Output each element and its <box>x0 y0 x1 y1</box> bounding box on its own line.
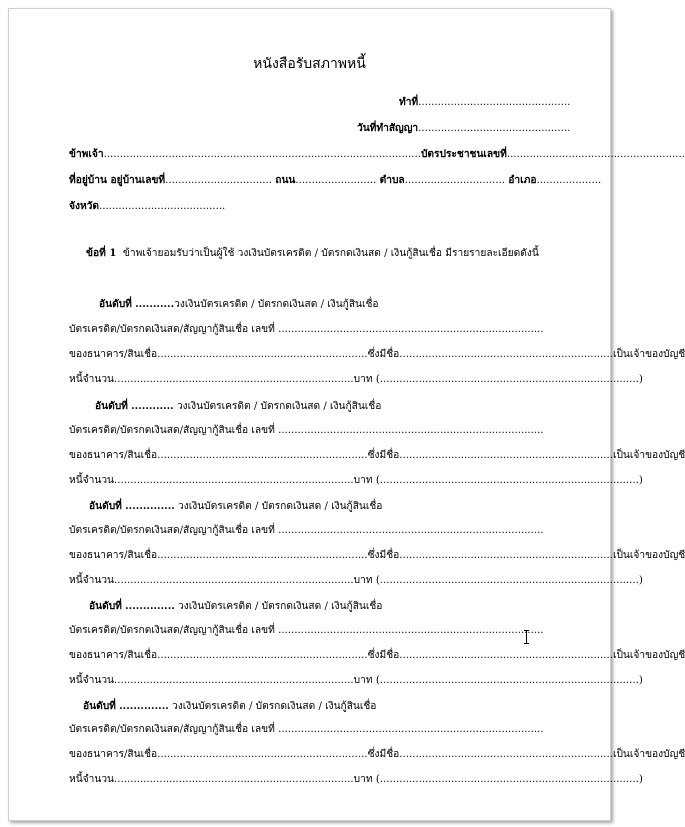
document-page[interactable] <box>8 8 685 821</box>
baht-label: บาท <box>353 774 373 785</box>
creditor-field[interactable]: .................................................................................................. <box>103 149 421 160</box>
card-label: บัตรเครดิต/บัตรกดเงินสด/สัญญากู้สินเชื่อ เลขที่ <box>69 425 275 436</box>
amount-field[interactable]: .......................................................................... <box>114 675 354 686</box>
name-field[interactable]: .................................................................. <box>399 650 613 661</box>
baht-label: บาท <box>353 675 373 686</box>
place-label: ทำที่ <box>399 96 419 108</box>
card-field[interactable]: .................................................................................. <box>278 324 544 335</box>
amount-words-field[interactable]: (................................................................................) <box>375 575 643 586</box>
bank-label: ของธนาคาร/สินเชื่อ <box>69 349 158 360</box>
district-field[interactable]: .................... <box>536 175 602 186</box>
owner-label: เป็นเจ้าของบัญชี <box>612 349 685 360</box>
debt-type-text: วงเงินบัตรเครดิต / บัตรกดเงินสด / เงินกู้สินเชื่อ <box>176 401 382 412</box>
bank-field[interactable]: ................................................................. <box>157 349 368 360</box>
order-label: อันดับที่ <box>99 298 132 310</box>
entry-3-bank-row <box>69 549 685 563</box>
name-label: ซึ่งมีชื่อ <box>367 349 400 360</box>
entry-2-card-row <box>69 424 544 438</box>
order-field[interactable]: ........... <box>135 298 175 310</box>
subdistrict-field[interactable]: ............................... <box>404 175 506 186</box>
owner-label: เป็นเจ้าของบัญชี <box>612 550 685 561</box>
clause-1 <box>86 246 539 261</box>
card-field[interactable]: .................................................................................. <box>278 425 544 436</box>
village-label: ที่อยู่บ้าน อยู่บ้านเลขที่ <box>69 174 166 186</box>
province-field[interactable]: ....................................... <box>99 201 226 212</box>
baht-label: บาท <box>353 575 373 586</box>
entry-2-order-row <box>95 399 381 414</box>
bank-field[interactable]: ................................................................. <box>157 650 368 661</box>
name-field[interactable]: .................................................................. <box>399 749 613 760</box>
amount-field[interactable]: .......................................................................... <box>114 774 354 785</box>
amount-label: หนี้จำนวน <box>69 774 115 785</box>
order-field[interactable]: .............. <box>119 700 169 712</box>
baht-label: บาท <box>353 475 373 486</box>
bank-label: ของธนาคาร/สินเชื่อ <box>69 550 158 561</box>
entry-4-bank-row <box>69 649 685 663</box>
card-label: บัตรเครดิต/บัตรกดเงินสด/สัญญากู้สินเชื่อ เลขที่ <box>69 324 275 335</box>
entry-3-amount-row <box>69 574 643 588</box>
road-field[interactable]: ......................... <box>295 175 377 186</box>
card-field[interactable]: .................................................................................. <box>278 625 544 636</box>
creditor-label: ข้าพเจ้า <box>69 148 104 160</box>
date-label: วันที่ทำสัญญา <box>357 122 419 134</box>
entry-1-bank-row <box>69 348 685 362</box>
clause-1-text: ข้าพเจ้ายอมรับว่าเป็นผู้ใช้ วงเงินบัตรเครดิต / บัตรกดเงินสด / เงินกู้สินเชื่อ มีรายรายละเอียดดังนี้ <box>122 248 539 259</box>
entry-3-order-row <box>89 499 382 514</box>
entry-5-bank-row <box>69 748 685 762</box>
order-label: อันดับที่ <box>95 400 128 412</box>
name-label: ซึ่งมีชื่อ <box>367 450 400 461</box>
subdistrict-label: ตำบล <box>379 174 405 186</box>
amount-words-field[interactable]: (................................................................................) <box>375 475 643 486</box>
card-label: บัตรเครดิต/บัตรกดเงินสด/สัญญากู้สินเชื่อ เลขที่ <box>69 625 275 636</box>
date-row <box>357 121 570 136</box>
amount-label: หนี้จำนวน <box>69 374 115 385</box>
order-label: อันดับที่ <box>89 600 122 612</box>
name-field[interactable]: .................................................................. <box>399 349 613 360</box>
name-label: ซึ่งมีชื่อ <box>367 550 400 561</box>
amount-label: หนี้จำนวน <box>69 675 115 686</box>
district-label: อำเภอ <box>508 174 537 186</box>
bank-label: ของธนาคาร/สินเชื่อ <box>69 650 158 661</box>
baht-label: บาท <box>353 374 373 385</box>
date-field[interactable]: ............................................... <box>418 123 571 134</box>
order-label: อันดับที่ <box>83 700 116 712</box>
name-label: ซึ่งมีชื่อ <box>367 650 400 661</box>
bank-field[interactable]: ................................................................. <box>157 550 368 561</box>
entry-5-order-row <box>83 699 376 714</box>
owner-label: เป็นเจ้าของบัญชี <box>612 749 685 760</box>
bank-label: ของธนาคาร/สินเชื่อ <box>69 450 158 461</box>
amount-words-field[interactable]: (................................................................................) <box>375 675 643 686</box>
amount-words-field[interactable]: (................................................................................) <box>375 774 643 785</box>
creditor-row <box>69 147 685 162</box>
place-field[interactable]: ............................................... <box>418 97 571 108</box>
place-row <box>399 95 570 110</box>
entry-4-order-row <box>89 599 382 614</box>
entry-1-amount-row <box>69 373 643 387</box>
debt-type-text: วงเงินบัตรเครดิต / บัตรกดเงินสด / เงินกู้สินเชื่อ <box>174 299 379 310</box>
entry-5-card-row <box>69 723 544 737</box>
province-label: จังหวัด <box>69 200 99 212</box>
owner-label: เป็นเจ้าของบัญชี <box>612 650 685 661</box>
amount-label: หนี้จำนวน <box>69 475 115 486</box>
document-title: หนังสือรับสภาพหนี้ <box>253 56 366 72</box>
province-row <box>69 199 225 214</box>
owner-label: เป็นเจ้าของบัญชี <box>612 450 685 461</box>
entry-5-amount-row <box>69 773 643 787</box>
text-cursor-icon <box>523 630 530 644</box>
amount-field[interactable]: .......................................................................... <box>114 475 354 486</box>
card-field[interactable]: .................................................................................. <box>278 724 544 735</box>
bank-label: ของธนาคาร/สินเชื่อ <box>69 749 158 760</box>
card-label: บัตรเครดิต/บัตรกดเงินสด/สัญญากู้สินเชื่อ เลขที่ <box>69 525 275 536</box>
entry-2-bank-row <box>69 449 685 463</box>
clause-1-label: ข้อที่ 1 <box>86 247 117 259</box>
entry-1-order-row <box>99 297 379 312</box>
village-field[interactable]: ................................. <box>165 175 273 186</box>
amount-field[interactable]: .......................................................................... <box>114 374 354 385</box>
bank-field[interactable]: ................................................................. <box>157 749 368 760</box>
debt-type-text: วงเงินบัตรเครดิต / บัตรกดเงินสด / เงินกู้สินเชื่อ <box>172 701 377 712</box>
amount-field[interactable]: .......................................................................... <box>114 575 354 586</box>
order-field[interactable]: .............. <box>125 500 175 512</box>
amount-label: หนี้จำนวน <box>69 575 115 586</box>
entry-3-card-row <box>69 524 544 538</box>
road-label: ถนน <box>275 174 296 186</box>
name-field[interactable]: .................................................................. <box>399 450 613 461</box>
bank-field[interactable]: ................................................................. <box>157 450 368 461</box>
id-card-field[interactable]: ....................................................... <box>506 149 685 160</box>
amount-words-field[interactable]: (................................................................................) <box>375 374 643 385</box>
entry-4-card-row <box>69 624 544 638</box>
name-field[interactable]: .................................................................. <box>399 550 613 561</box>
debt-type-text: วงเงินบัตรเครดิต / บัตรกดเงินสด / เงินกู้สินเชื่อ <box>178 601 383 612</box>
card-label: บัตรเครดิต/บัตรกดเงินสด/สัญญากู้สินเชื่อ เลขที่ <box>69 724 275 735</box>
id-card-label: บัตรประชาชนเลขที่ <box>420 148 507 160</box>
entry-1-card-row <box>69 323 544 337</box>
entry-2-amount-row <box>69 474 643 488</box>
entry-4-amount-row <box>69 674 643 688</box>
address-row <box>69 173 601 188</box>
debt-type-text: วงเงินบัตรเครดิต / บัตรกดเงินสด / เงินกู้สินเชื่อ <box>178 501 383 512</box>
order-field[interactable]: ............ <box>131 400 174 412</box>
order-label: อันดับที่ <box>89 500 122 512</box>
name-label: ซึ่งมีชื่อ <box>367 749 400 760</box>
card-field[interactable]: .................................................................................. <box>278 525 544 536</box>
order-field[interactable]: .............. <box>125 600 175 612</box>
